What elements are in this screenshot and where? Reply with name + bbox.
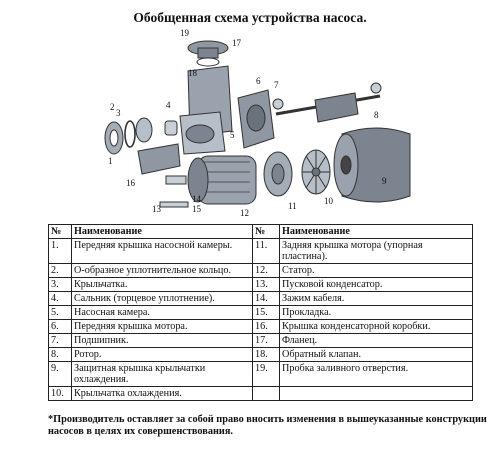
manufacturer-note: *Производитель оставляет за собой право вносить изменения в вышеуказанные конструкции насосов в целях их совершенствования. [48,414,487,437]
fan-cover [334,128,410,202]
table-row [49,306,473,320]
rotor [276,83,381,122]
part-number: 8. [49,348,72,362]
table-header-row [49,225,473,239]
callout-15: 15 [192,204,201,214]
part-name: Обратный клапан. [280,348,473,362]
part-name: Крыльчатка охлаждения. [72,387,253,401]
part-number: 10. [49,387,72,401]
pump-chamber [180,66,232,154]
part-name: Фланец. [280,334,473,348]
header-name: Наименование [72,225,253,239]
header-name: Наименование [280,225,473,239]
cooling-fan [302,150,330,194]
capacitor-cover [138,144,180,174]
part-name [280,387,473,401]
header-number: № [49,225,72,239]
part-name: Насосная камера. [72,306,253,320]
table-row [49,348,473,362]
table-row [49,387,473,401]
flange [188,41,228,66]
part-number: 7. [49,334,72,348]
part-number: 15. [253,306,280,320]
callout-16: 16 [126,178,135,188]
table-row [49,334,473,348]
callout-10: 10 [324,196,333,206]
part-name: Пусковой конденсатор. [280,278,473,292]
o-ring [125,121,135,147]
part-number: 12. [253,264,280,278]
callout-3: 3 [116,108,121,118]
table-row [49,264,473,278]
page-title: Обобщенная схема устройства насоса. [133,10,367,25]
part-name: О-образное уплотнительное кольцо. [72,264,253,278]
callout-1: 1 [108,156,113,166]
part-name: Задняя крышка мотора (упорная пластина). [280,239,473,264]
callout-7: 7 [274,80,279,90]
table-row [49,239,473,264]
pump-exploded-diagram [80,26,440,222]
motor-front-cover [238,90,274,148]
part-number: 11. [253,239,280,264]
capacitor [166,176,186,184]
table-row [49,362,473,387]
part-name: Статор. [280,264,473,278]
part-name: Сальник (торцевое уплотнение). [72,292,253,306]
mechanical-seal [165,121,177,135]
part-name: Передняя крышка насосной камеры. [72,239,253,264]
part-number: 13. [253,278,280,292]
callout-5: 5 [230,130,235,140]
table-row [49,320,473,334]
part-name: Прокладка. [280,306,473,320]
gasket [160,202,188,207]
part-name: Крыльчатка. [72,278,253,292]
part-name: Подшипник. [72,334,253,348]
part-name: Зажим кабеля. [280,292,473,306]
part-number: 19. [253,362,280,387]
part-number: 14. [253,292,280,306]
callout-6: 6 [256,76,261,86]
part-number: 4. [49,292,72,306]
part-name: Передняя крышка мотора. [72,320,253,334]
callout-18: 18 [188,68,197,78]
callout-8: 8 [374,110,379,120]
part-number: 6. [49,320,72,334]
callout-19: 19 [180,28,189,38]
part-number: 1. [49,239,72,264]
part-name: Крышка конденсаторной коробки. [280,320,473,334]
callout-13: 13 [152,204,161,214]
part-number: 2. [49,264,72,278]
table-row [49,292,473,306]
part-number: 5. [49,306,72,320]
callout-14: 14 [192,194,201,204]
part-number: 3. [49,278,72,292]
part-name: Защитная крышка крыльчатки охлаждения. [72,362,253,387]
part-number: 17. [253,334,280,348]
part-number: 16. [253,320,280,334]
part-name: Пробка заливного отверстия. [280,362,473,387]
part-number: 9. [49,362,72,387]
front-cover [105,122,123,154]
callout-11: 11 [288,201,297,211]
impeller [136,118,152,142]
part-number: 18. [253,348,280,362]
diagram-svg [80,26,440,222]
header-number: № [253,225,280,239]
parts-table [48,224,473,401]
callout-12: 12 [240,208,249,218]
table-row [49,278,473,292]
bearing [273,99,283,109]
part-name: Ротор. [72,348,253,362]
callout-17: 17 [232,38,241,48]
callout-9: 9 [382,176,387,186]
callout-4: 4 [166,100,171,110]
part-number [253,387,280,401]
callout-2: 2 [110,102,115,112]
